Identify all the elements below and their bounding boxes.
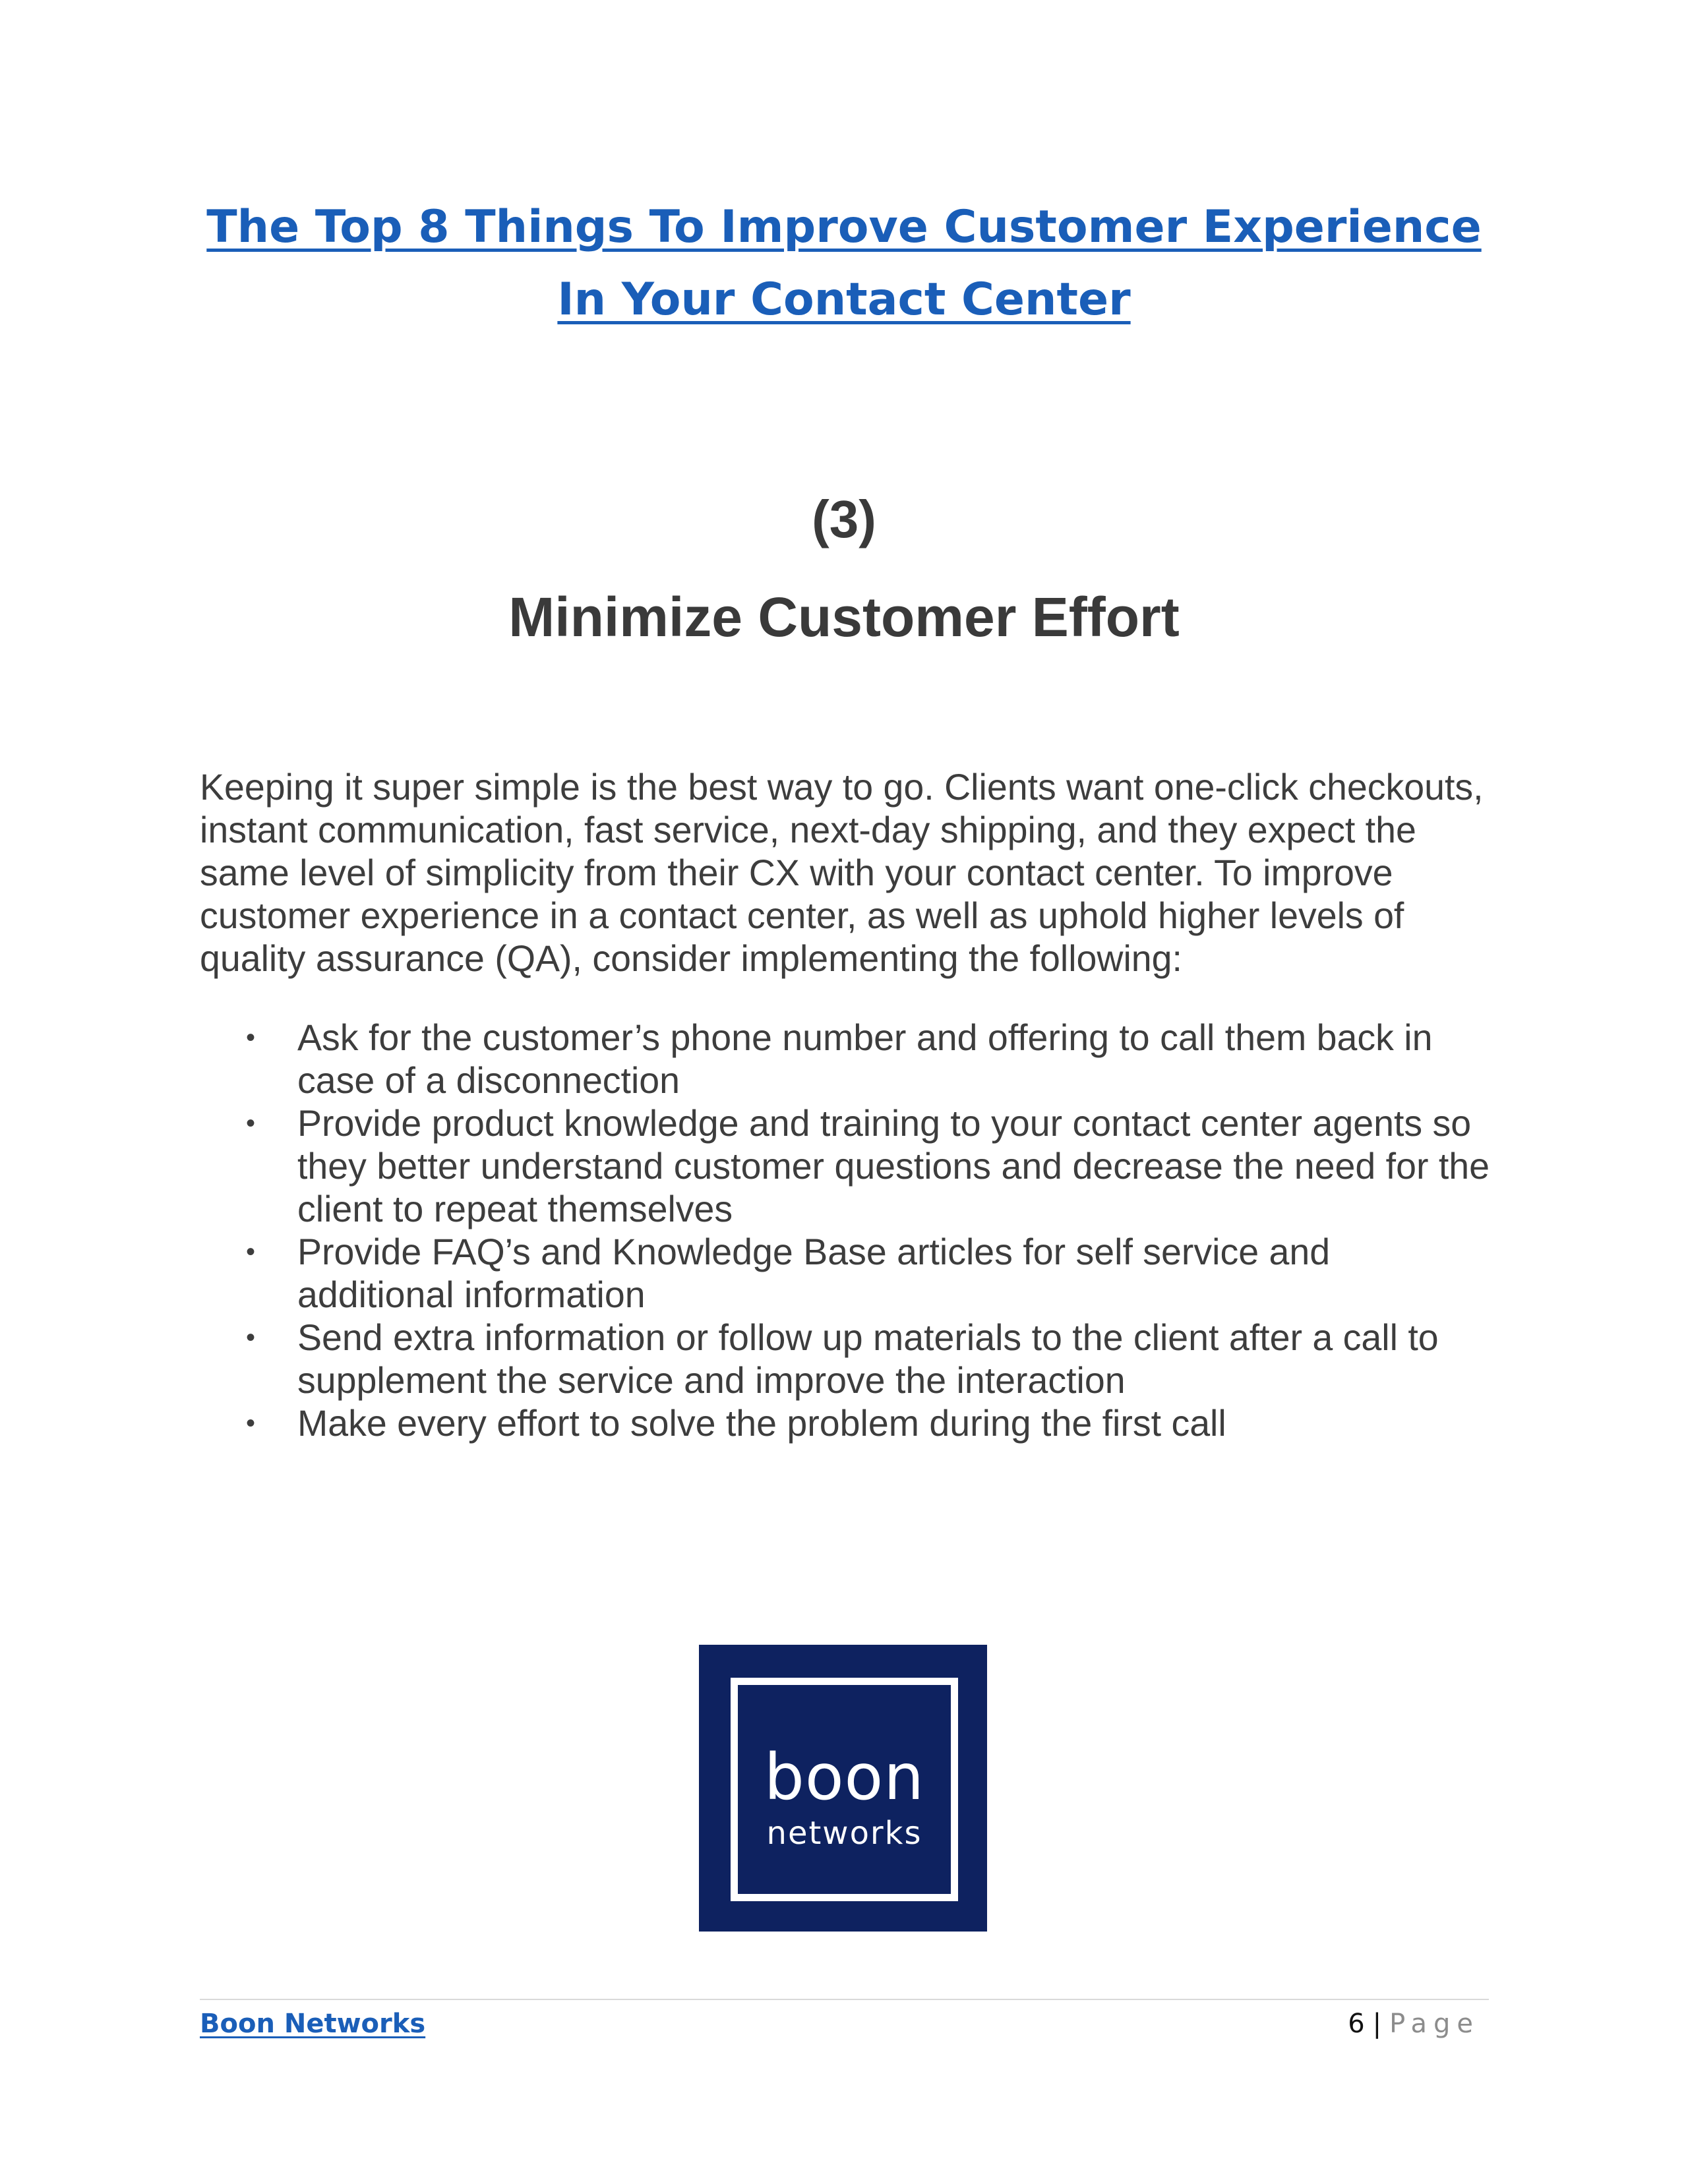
- document-title-line-2: In Your Contact Center: [557, 274, 1131, 326]
- page-number: 6: [1348, 2009, 1365, 2039]
- document-title-line-1: The Top 8 Things To Improve Customer Experience: [206, 201, 1482, 253]
- bullet-icon: •: [246, 1409, 256, 1438]
- list-item: [200, 1316, 1492, 1402]
- page-separator: |: [1372, 2009, 1382, 2039]
- list-item: [200, 1017, 1492, 1102]
- bullet-icon: •: [246, 1109, 256, 1138]
- logo-frame: [731, 1678, 958, 1901]
- page-label: Page: [1389, 2009, 1480, 2039]
- bullet-icon: •: [246, 1323, 256, 1352]
- document-title: [0, 191, 1688, 336]
- bullet-icon: •: [246, 1237, 256, 1266]
- bullet-list: [200, 1017, 1492, 1445]
- footer-divider: [200, 1999, 1489, 2000]
- list-item: [200, 1102, 1492, 1231]
- footer-company-name: Boon Networks: [200, 2009, 426, 2039]
- list-item-text: Make every effort to solve the problem during the first call: [297, 1403, 1226, 1444]
- logo-wordmark-boon: boon: [764, 1740, 925, 1814]
- list-item: [200, 1231, 1492, 1316]
- footer-page-indicator: [1348, 2004, 1480, 2044]
- list-item: [200, 1402, 1492, 1445]
- list-item-text: Send extra information or follow up materials to the client after a call to supplement the service and improve the interaction: [297, 1317, 1439, 1401]
- list-item-text: Ask for the customer’s phone number and offering to call them back in case of a disconnection: [297, 1017, 1433, 1101]
- intro-paragraph: Keeping it super simple is the best way to go. Clients want one-click checkouts, instant communication, fast service, next-day shipping, and they expect the same level of simplicity from their CX with your contact center. To improve customer experience in a contact center, as well as uphold higher levels of quality assurance (QA), consider implementing the following:: [200, 767, 1484, 979]
- boon-networks-logo: [699, 1645, 987, 1932]
- list-item-text: Provide FAQ’s and Knowledge Base articles for self service and additional information: [297, 1231, 1331, 1315]
- logo-wordmark-networks: networks: [766, 1815, 922, 1852]
- section-number: (3): [812, 490, 876, 548]
- bullet-icon: •: [246, 1023, 256, 1052]
- section-heading: Minimize Customer Effort: [508, 586, 1180, 648]
- list-item-text: Provide product knowledge and training to your contact center agents so they better understand customer questions and decrease the need for the client to repeat themselves: [297, 1103, 1490, 1229]
